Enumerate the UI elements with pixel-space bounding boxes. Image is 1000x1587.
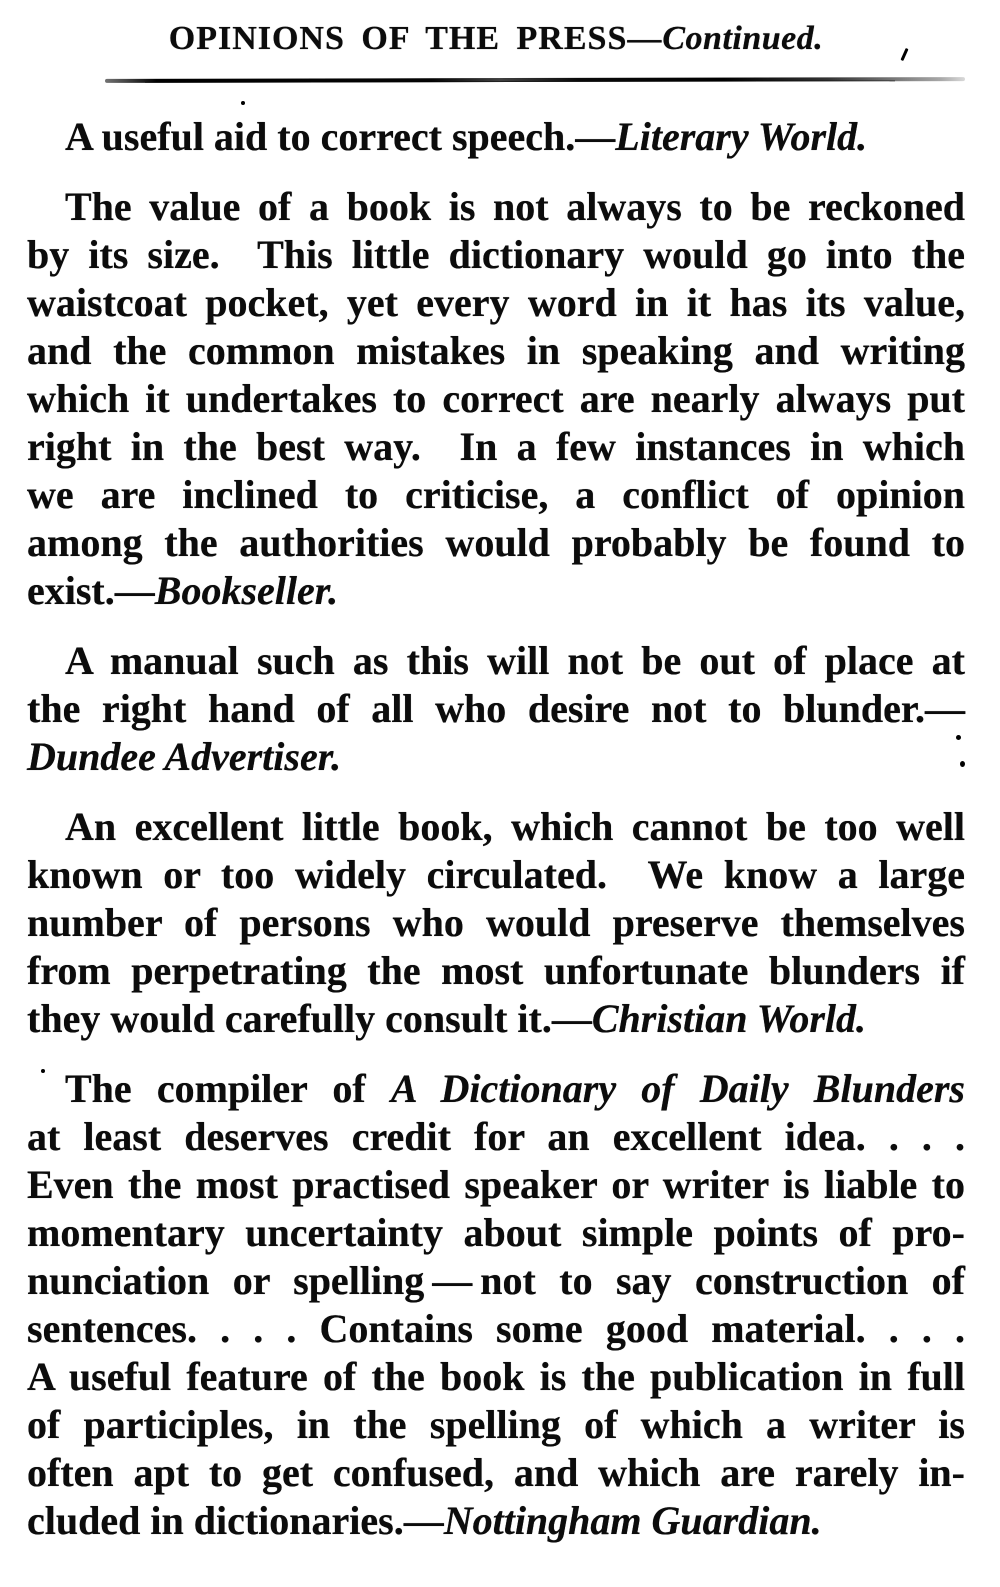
text-segment: among the authorities would probably be found to xyxy=(27,520,965,565)
title-text: OPINIONS OF THE PRESS xyxy=(168,20,628,57)
text-line xyxy=(27,851,965,899)
title-continued: Continued. xyxy=(662,20,824,57)
text-line xyxy=(27,1305,965,1353)
text-segment: Even the most practised speaker or writer is liable to xyxy=(27,1162,965,1207)
publication-name: A Dictionary of Daily Blunders xyxy=(390,1066,965,1111)
text-line xyxy=(27,113,965,161)
text-segment: momentary uncertainty about simple points of pro- xyxy=(27,1210,965,1255)
text-line xyxy=(27,803,965,851)
page-title xyxy=(27,20,965,58)
text-line xyxy=(27,471,965,519)
publication-name: Dundee Advertiser. xyxy=(27,734,342,779)
text-line xyxy=(27,995,965,1043)
text-segment: sentences. . . . Contains some good material. . . . xyxy=(27,1306,965,1351)
press-quote xyxy=(27,637,965,781)
text-segment: A useful aid to correct speech.— xyxy=(65,114,616,159)
title-dash: — xyxy=(627,20,663,57)
text-line xyxy=(27,1497,965,1545)
press-quote xyxy=(27,1065,965,1545)
text-segment: number of persons who would preserve themselves xyxy=(27,900,965,945)
scan-speck xyxy=(960,761,965,767)
text-line xyxy=(27,899,965,947)
text-line xyxy=(27,1113,965,1161)
publication-name: Christian World. xyxy=(591,996,867,1041)
text-line xyxy=(27,231,965,279)
text-segment: exist.— xyxy=(27,568,155,613)
press-opinions xyxy=(27,113,965,1545)
text-segment: The compiler of xyxy=(65,1066,391,1111)
text-line xyxy=(27,183,965,231)
text-segment: of participles, in the spelling of which a writer is xyxy=(27,1402,965,1447)
text-segment: A useful feature of the book is the publication in full xyxy=(27,1354,965,1399)
text-line xyxy=(27,1449,965,1497)
scan-speck xyxy=(241,101,245,105)
text-segment: often apt to get confused, and which are rarely in- xyxy=(27,1450,965,1495)
text-segment: by its size. This little dictionary would go into the xyxy=(27,232,965,277)
text-line xyxy=(27,1401,965,1449)
text-segment: at least deserves credit for an excellent idea. . . . xyxy=(27,1114,965,1159)
text-line xyxy=(27,1209,965,1257)
text-segment: and the common mistakes in speaking and writing xyxy=(27,328,965,373)
press-quote xyxy=(27,113,965,161)
publication-name: Bookseller. xyxy=(154,568,339,613)
text-line xyxy=(27,279,965,327)
text-segment: from perpetrating the most unfortunate blunders if xyxy=(27,948,965,993)
text-segment: waistcoat pocket, yet every word in it has its value, xyxy=(27,280,965,325)
divider-rule xyxy=(105,77,965,83)
text-line xyxy=(27,567,965,615)
text-segment: The value of a book is not always to be reckoned xyxy=(65,184,965,229)
text-segment: right in the best way. In a few instances in which xyxy=(27,424,965,469)
text-segment: which it undertakes to correct are nearly always put xyxy=(27,376,965,421)
text-segment: the right hand of all who desire not to blunder.— xyxy=(27,686,965,731)
scan-speck xyxy=(41,1069,45,1073)
text-line xyxy=(27,733,965,781)
publication-name: Nottingham Guardian. xyxy=(443,1498,822,1543)
text-line xyxy=(27,1065,965,1113)
text-segment: cluded in dictionaries.— xyxy=(27,1498,444,1543)
text-segment: known or too widely circulated. We know a large xyxy=(27,852,965,897)
text-segment: they would carefully consult it.— xyxy=(27,996,592,1041)
press-quote xyxy=(27,183,965,615)
scan-speck xyxy=(956,735,961,740)
text-segment: we are inclined to criticise, a conflict of opinion xyxy=(27,472,965,517)
publication-name: Literary World. xyxy=(615,114,868,159)
text-segment: An excellent little book, which cannot be too well xyxy=(65,804,965,849)
text-line xyxy=(27,1353,965,1401)
text-line xyxy=(27,375,965,423)
text-line xyxy=(27,1161,965,1209)
text-line xyxy=(27,637,965,685)
text-line xyxy=(27,947,965,995)
text-segment: A manual such as this will not be out of place at xyxy=(65,638,965,683)
text-line xyxy=(27,423,965,471)
text-line xyxy=(27,327,965,375)
press-quote xyxy=(27,803,965,1043)
text-line xyxy=(27,1257,965,1305)
text-segment: nunciation or spelling — not to say construction of xyxy=(27,1258,965,1303)
text-line xyxy=(27,519,965,567)
text-line xyxy=(27,685,965,733)
